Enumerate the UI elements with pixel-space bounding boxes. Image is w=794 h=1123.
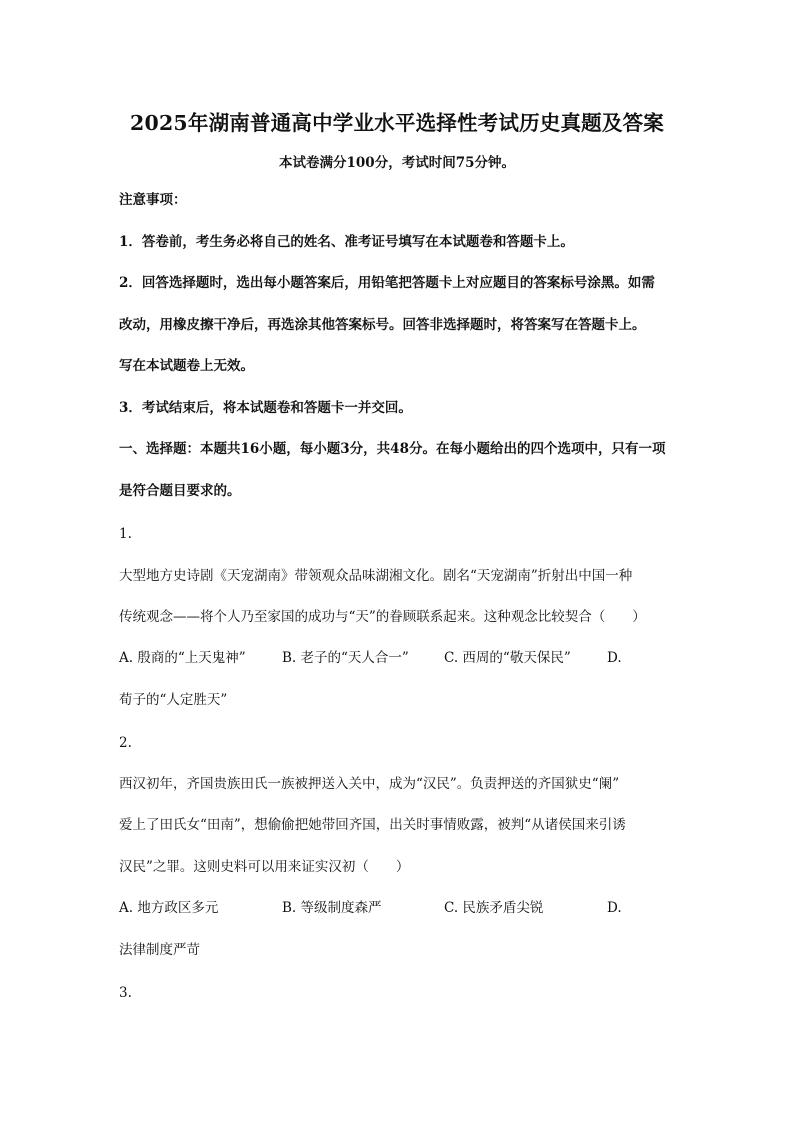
section-1-heading-line-2: 是符合题目要求的。 bbox=[119, 483, 241, 499]
notice-heading: 注意事项： bbox=[119, 192, 187, 208]
question-2-option-b: B. 等级制度森严 bbox=[282, 900, 382, 916]
question-2-stem-line-3: 汉民”之罪。这则史料可以用来证实汉初（ ） bbox=[119, 859, 410, 875]
notice-item-2-line-1: 2．回答选择题时，选出每小题答案后，用铅笔把答题卡上对应题目的答案标号涂黑。如需 bbox=[119, 275, 655, 291]
question-1-option-c: C. 西周的“敬天保民” bbox=[444, 650, 571, 666]
question-2-option-c: C. 民族矛盾尖锐 bbox=[444, 900, 544, 916]
question-1-stem-line-1: 大型地方史诗剧《天宠湖南》带领观众品味湖湘文化。剧名“天宠湖南”折射出中国一种 bbox=[119, 568, 633, 584]
page-title: 2025年湖南普通高中学业水平选择性考试历史真题及答案 bbox=[130, 111, 664, 135]
question-2-stem-line-2: 爱上了田氏女“田南”，想偷偷把她带回齐国，出关时事情败露，被判“从诸侯国来引诱 bbox=[119, 817, 626, 833]
question-2-stem-line-1: 西汉初年，齐国贵族田氏一族被押送入关中，成为“汉民”。负责押送的齐国狱史“阑” bbox=[119, 776, 620, 792]
question-1-option-d-label: D. bbox=[607, 650, 622, 666]
question-1-option-d-text: 荀子的“人定胜天” bbox=[119, 692, 228, 708]
question-1-option-b: B. 老子的“天人合一” bbox=[282, 650, 409, 666]
question-1-number: 1. bbox=[119, 526, 132, 542]
question-2-option-a: A. 地方政区多元 bbox=[119, 900, 219, 916]
question-2-number: 2. bbox=[119, 735, 132, 751]
notice-item-3: 3．考试结束后，将本试题卷和答题卡一并交回。 bbox=[119, 400, 412, 416]
question-2-option-d-label: D. bbox=[607, 900, 622, 916]
section-1-heading-line-1: 一、选择题：本题共16小题，每小题3分，共48分。在每小题给出的四个选项中，只有一项 bbox=[119, 441, 666, 457]
question-3-number: 3. bbox=[119, 985, 132, 1001]
notice-item-1: 1．答卷前，考生务必将自己的姓名、准考证号填写在本试题卷和答题卡上。 bbox=[119, 234, 574, 250]
question-1-stem-line-2: 传统观念——将个人乃至家国的成功与“天”的眷顾联系起来。这种观念比较契合（ ） bbox=[119, 609, 646, 625]
question-2-option-d-text: 法律制度严苛 bbox=[119, 942, 200, 958]
notice-item-2-line-3: 写在本试题卷上无效。 bbox=[119, 358, 254, 374]
notice-item-2-line-2: 改动，用橡皮擦干净后，再选涂其他答案标号。回答非选择题时，将答案写在答题卡上。 bbox=[119, 317, 646, 333]
question-1-option-a: A. 殷商的“上天鬼神” bbox=[119, 650, 246, 666]
exam-subtitle: 本试卷满分100分，考试时间75分钟。 bbox=[279, 155, 515, 171]
